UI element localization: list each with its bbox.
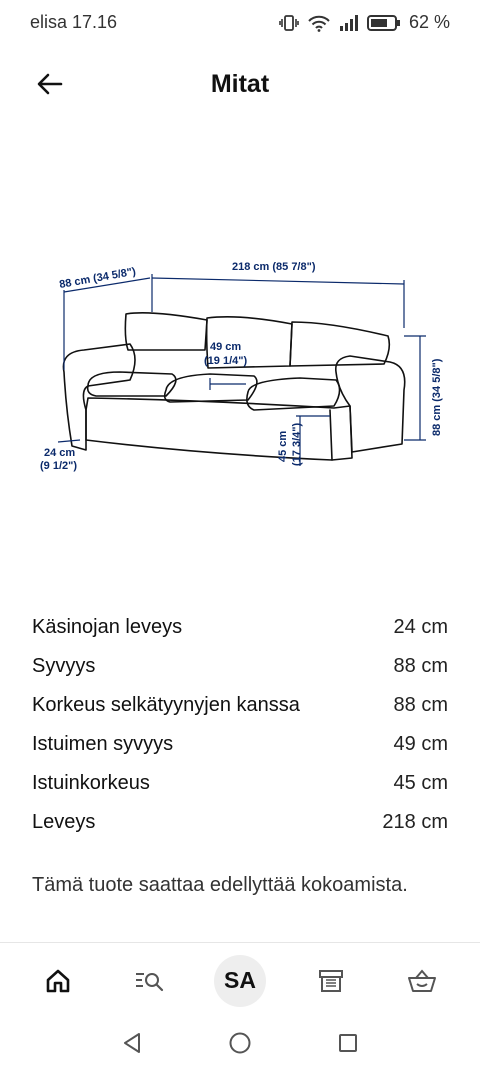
nav-search[interactable] [123, 955, 175, 1007]
home-icon [45, 968, 71, 994]
system-recents-button[interactable] [335, 1030, 361, 1056]
dimension-value: 49 cm [393, 733, 448, 755]
back-triangle-icon [121, 1031, 143, 1055]
battery-icon [367, 14, 401, 32]
dimensions-list [32, 608, 448, 842]
profile-avatar: SA [214, 955, 266, 1007]
sofa-dimensions-illustration [0, 240, 480, 490]
width-dimension-label: 218 cm (85 7/8") [232, 261, 316, 273]
recents-square-icon [337, 1032, 359, 1054]
nav-home[interactable] [32, 955, 84, 1007]
seat-height-inch-label: (17 3/4") [291, 422, 303, 466]
dimension-row [32, 647, 448, 686]
arm-width-inch-label: (9 1/2") [40, 460, 78, 472]
dimension-label: Käsinojan leveys [32, 616, 183, 638]
vibrate-icon [279, 14, 299, 32]
depth-dimension-label: 88 cm (34 5/8") [58, 265, 137, 291]
page-title: Mitat [210, 70, 270, 98]
assembly-note: Tämä tuote saattaa edellyttää kokoamista. [32, 874, 408, 896]
carrier-time: elisa 17.16 [30, 12, 118, 32]
dimension-value: 45 cm [393, 772, 448, 794]
dimension-row [32, 725, 448, 764]
battery-percent: 62 % [408, 12, 450, 32]
seat-depth-inch-label: (19 1/4") [204, 355, 248, 367]
nav-profile[interactable] [214, 955, 266, 1007]
home-circle-icon [228, 1031, 252, 1055]
system-back-button[interactable] [119, 1030, 145, 1056]
seat-depth-label: 49 cm [210, 341, 242, 353]
basket-icon [407, 968, 437, 994]
dimension-value: 88 cm [393, 694, 448, 716]
app-header [0, 58, 480, 110]
status-bar [0, 0, 480, 46]
bottom-navigation [0, 942, 480, 1018]
dimension-value: 218 cm [382, 811, 448, 833]
signal-icon [339, 14, 359, 32]
height-dimension-label: 88 cm (34 5/8") [431, 358, 443, 436]
dimension-label: Syvyys [32, 655, 96, 677]
system-navigation [0, 1018, 480, 1067]
dimension-label: Korkeus selkätyynyjen kanssa [32, 694, 300, 716]
seat-height-label: 45 cm [277, 430, 289, 462]
dimension-row [32, 764, 448, 803]
status-icons [279, 12, 450, 33]
dimension-label: Leveys [32, 811, 96, 833]
dimension-value: 88 cm [393, 655, 448, 677]
dimension-row [32, 686, 448, 725]
search-icon [134, 969, 164, 993]
dimension-row [32, 608, 448, 647]
dimension-value: 24 cm [393, 616, 448, 638]
store-icon [317, 968, 345, 994]
nav-store[interactable] [305, 955, 357, 1007]
system-home-button[interactable] [227, 1030, 253, 1056]
wifi-icon [307, 14, 331, 32]
dimension-row [32, 803, 448, 842]
arm-width-label: 24 cm [44, 447, 76, 459]
dimension-label: Istuinkorkeus [32, 772, 150, 794]
nav-basket[interactable] [396, 955, 448, 1007]
dimension-label: Istuimen syvyys [32, 733, 174, 755]
